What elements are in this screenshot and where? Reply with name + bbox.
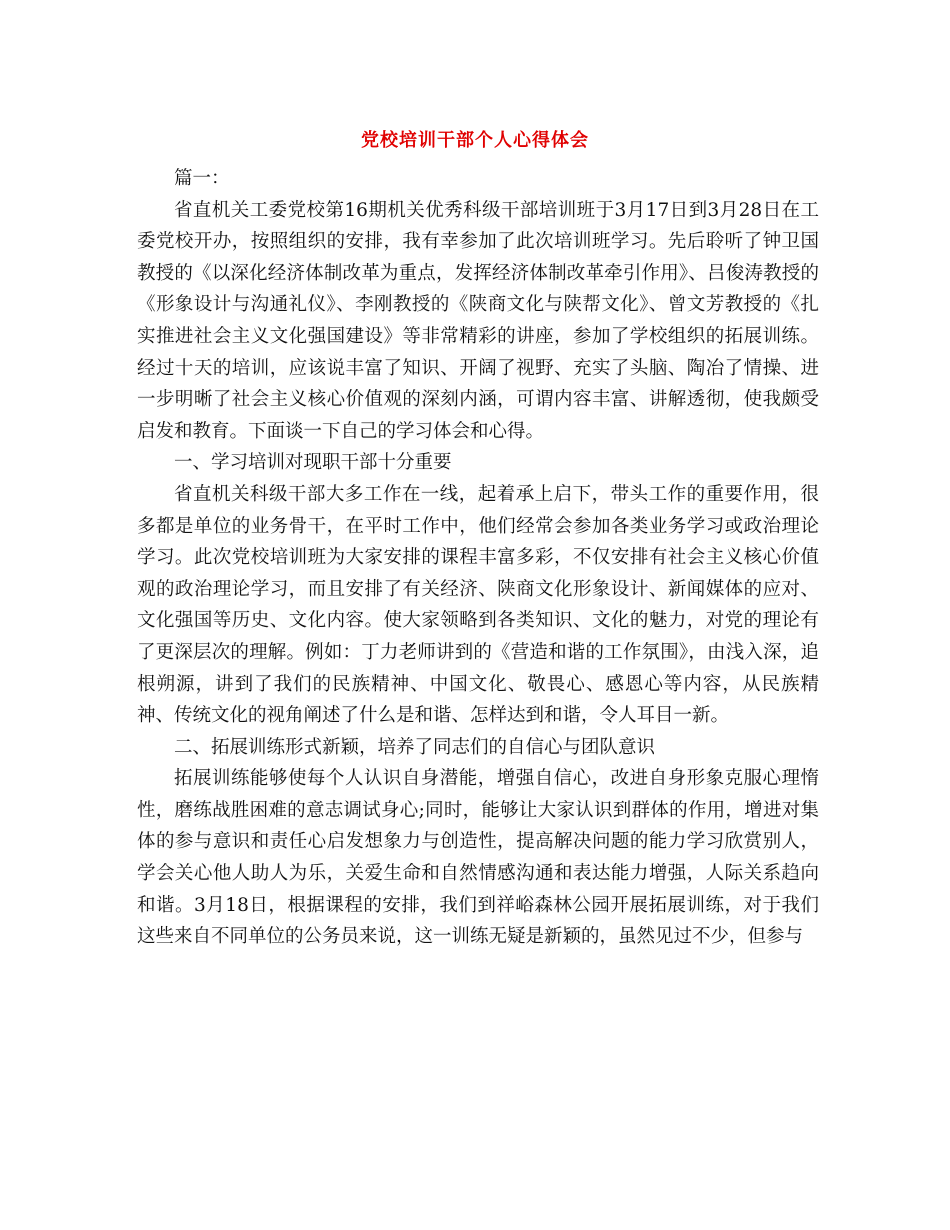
document-body (137, 163, 819, 953)
paragraph: 省直机关工委党校第16期机关优秀科级干部培训班于3月17日到3月28日在工委党校开办，按照组织的安排，我有幸参加了此次培训班学习。先后聆听了钟卫国教授的《以深化经济体制改革为重点，发挥经济体制改革牵引作用》、吕俊涛教授的《形象设计与沟通礼仪》、李刚教授的《陕商文化与陕帮文化》、曾文芳教授的《扎实推进社会主义文化强国建设》等非常精彩的讲座，参加了学校组织的拓展训练。经过十天的培训，应该说丰富了知识、开阔了视野、充实了头脑、陶冶了情操、进一步明晰了社会主义核心价值观的深刻内涵，可谓内容丰富、讲解透彻，使我颇受启发和教育。下面谈一下自己的学习体会和心得。 (137, 199, 819, 442)
page-title: 党校培训干部个人心得体会 (361, 130, 589, 151)
section-heading: 一、学习培训对现职干部十分重要 (174, 452, 452, 474)
paragraph: 拓展训练能够使每个人认识自身潜能，增强自信心，改进自身形象克服心理惰性，磨练战胜困难的意志调试身心;同时，能够让大家认识到群体的作用，增进对集体的参与意识和责任心启发想象力与创造性，提高解决问题的能力学习欣赏别人，学会关心他人助人为乐，关爱生命和自然情感沟通和表达能力增强，人际关系趋向和谐。3月18日，根据课程的安排，我们到祥峪森林公园开展拓展训练，对于我们这些来自不同单位的公务员来说，这一训练无疑是新颖的，虽然见过不少，但参与 (137, 768, 819, 948)
section-label: 篇一： (174, 168, 230, 189)
paragraph: 省直机关科级干部大多工作在一线，起着承上启下，带头工作的重要作用，很多都是单位的业务骨干，在平时工作中，他们经常会参加各类业务学习或政治理论学习。此次党校培训班为大家安排的课程丰富多彩，不仅安排有社会主义核心价值观的政治理论学习，而且安排了有关经济、陕商文化形象设计、新闻媒体的应对、文化强国等历史、文化内容。使大家领略到各类知识、文化的魅力，对党的理论有了更深层次的理解。例如：丁力老师讲到的《营造和谐的工作氛围》，由浅入深，追根朔源，讲到了我们的民族精神、中国文化、敬畏心、感恩心等内容，从民族精神、传统文化的视角阐述了什么是和谐、怎样达到和谐，令人耳目一新。 (137, 483, 819, 727)
section-heading: 二、拓展训练形式新颖，培养了同志们的自信心与团队意识 (174, 736, 656, 758)
